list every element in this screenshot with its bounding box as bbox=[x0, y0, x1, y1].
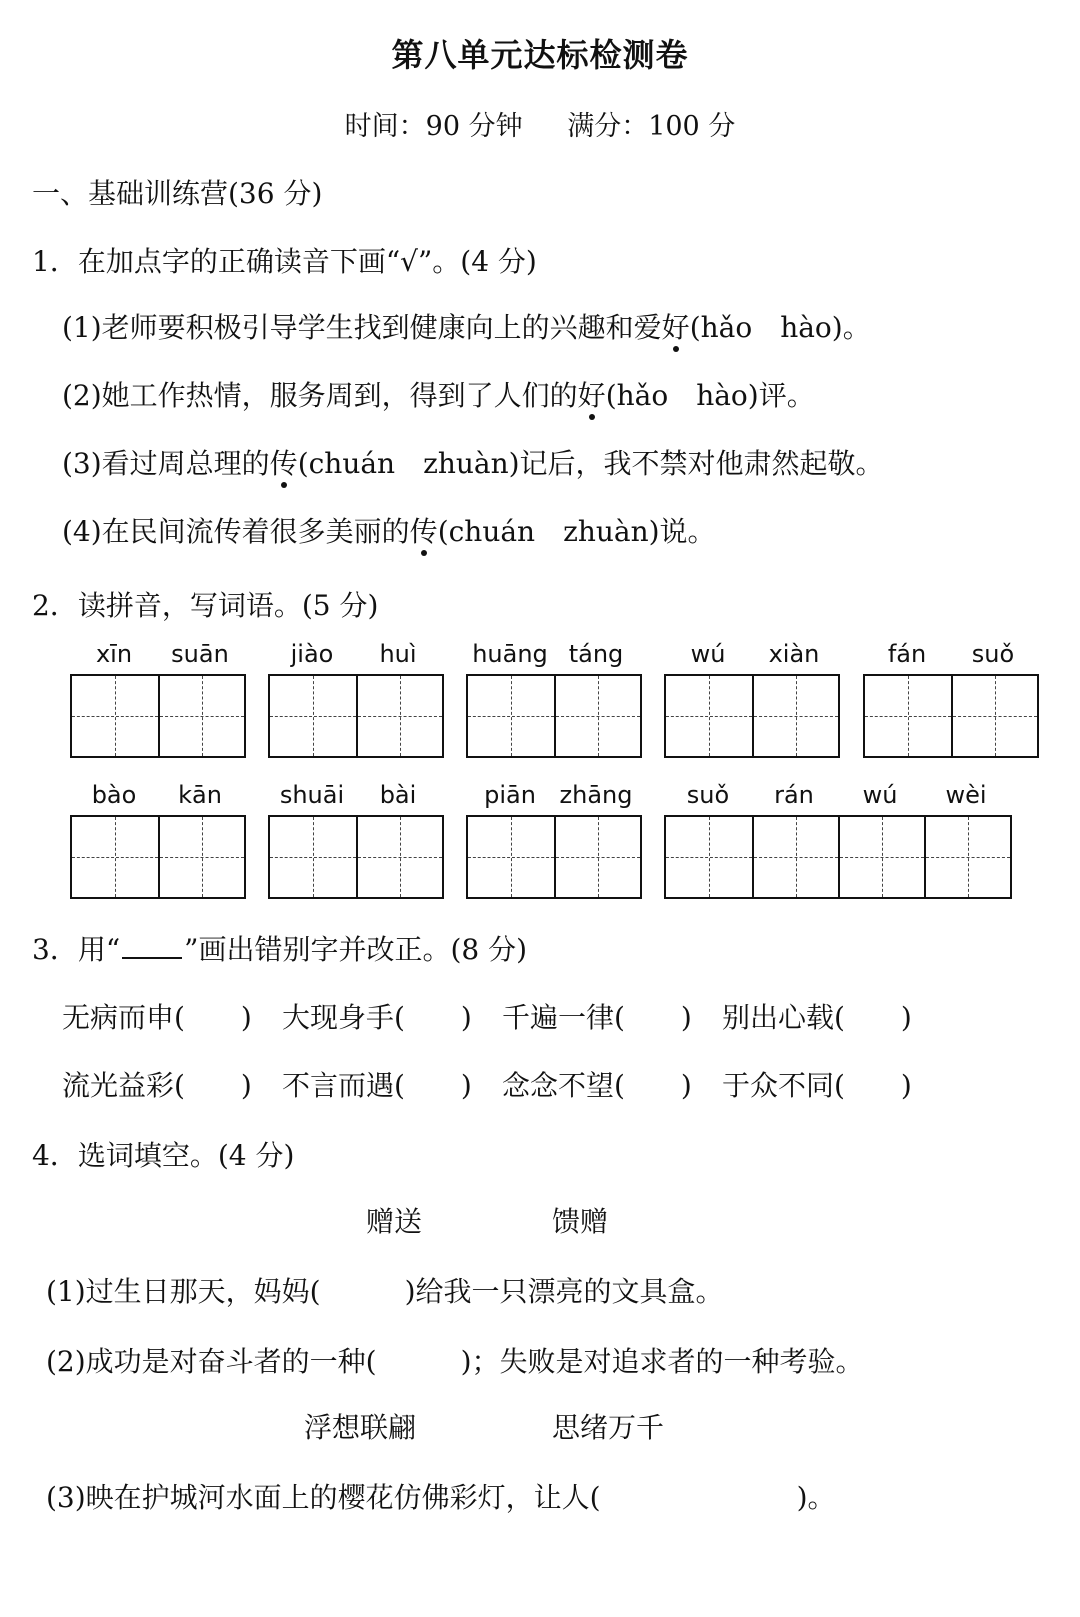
word-choice: 馈赠 bbox=[552, 1205, 609, 1238]
grid-cell[interactable] bbox=[666, 676, 752, 756]
grid-cell[interactable] bbox=[270, 817, 356, 897]
q1-item-4 bbox=[62, 510, 716, 550]
q1-item-4-post: (chuán zhuàn)说。 bbox=[437, 515, 716, 548]
grid-cell[interactable] bbox=[158, 817, 244, 897]
writing-grid-jiaohui[interactable] bbox=[268, 674, 444, 758]
pinyin: fán bbox=[887, 640, 927, 668]
page-title: 第八单元达标检测卷 bbox=[391, 36, 689, 74]
grid-cell[interactable] bbox=[72, 817, 158, 897]
pinyin: wú bbox=[862, 781, 898, 809]
pinyin: suān bbox=[171, 640, 229, 668]
q1-item-3-pre: (3)看过周总理的 bbox=[62, 447, 270, 480]
q4-item-2: (2)成功是对奋斗者的一种( )；失败是对追求者的一种考验。 bbox=[46, 1345, 864, 1378]
idiom-item: 千遍一律( ) bbox=[502, 1001, 692, 1034]
idiom-item: 流光益彩( ) bbox=[62, 1069, 252, 1102]
pinyin: kān bbox=[178, 781, 222, 809]
pinyin: wú bbox=[690, 640, 726, 668]
grid-cell[interactable] bbox=[158, 676, 244, 756]
pinyin: shuāi bbox=[279, 781, 345, 809]
pinyin: zhāng bbox=[559, 781, 633, 809]
writing-grid-shuaibai[interactable] bbox=[268, 815, 444, 899]
q2-stem: 2．读拼音，写词语。(5 分) bbox=[32, 589, 379, 622]
q1-item-3 bbox=[62, 442, 884, 482]
writing-grid-xinsuan[interactable] bbox=[70, 674, 246, 758]
writing-grid-fansuo[interactable] bbox=[863, 674, 1039, 758]
q1-stem: 1．在加点字的正确读音下画“√”。(4 分) bbox=[32, 245, 537, 278]
pinyin: rán bbox=[774, 781, 814, 809]
grid-cell[interactable] bbox=[468, 817, 554, 897]
q4-item-1: (1)过生日那天，妈妈( )给我一只漂亮的文具盒。 bbox=[46, 1275, 724, 1308]
idiom-item: 别出心载( ) bbox=[722, 1001, 912, 1034]
q3-stem bbox=[32, 928, 527, 968]
q1-item-4-pre: (4)在民间流传着很多美丽的 bbox=[62, 515, 410, 548]
pinyin: wèi bbox=[945, 781, 987, 809]
grid-cell[interactable] bbox=[72, 676, 158, 756]
idiom-item: 大现身手( ) bbox=[282, 1001, 472, 1034]
idiom-item: 无病而申( ) bbox=[62, 1001, 252, 1034]
pinyin: xīn bbox=[95, 640, 133, 668]
word-choice: 浮想联翩 bbox=[304, 1411, 417, 1444]
idiom-item: 念念不望( ) bbox=[502, 1069, 692, 1102]
writing-grid-pianzhang[interactable] bbox=[466, 815, 642, 899]
pinyin: táng bbox=[568, 640, 624, 668]
q1-item-1-post: (hǎo hào)。 bbox=[689, 311, 871, 344]
q4-stem: 4．选词填空。(4 分) bbox=[32, 1139, 295, 1172]
grid-cell[interactable] bbox=[356, 817, 442, 897]
exam-score: 满分：100 分 bbox=[567, 111, 736, 142]
pinyin: huì bbox=[379, 640, 417, 668]
grid-cell[interactable] bbox=[865, 676, 951, 756]
q4-item-3: (3)映在护城河水面上的樱花仿佛彩灯，让人( )。 bbox=[46, 1481, 836, 1514]
underline-sample bbox=[122, 957, 182, 959]
word-choice: 思绪万千 bbox=[552, 1411, 665, 1444]
grid-cell[interactable] bbox=[838, 817, 924, 897]
pinyin: piān bbox=[484, 781, 536, 809]
writing-grid-huangtang[interactable] bbox=[466, 674, 642, 758]
exam-meta bbox=[0, 104, 1080, 143]
word-choice: 赠送 bbox=[366, 1205, 423, 1238]
grid-cell[interactable] bbox=[924, 817, 1010, 897]
pinyin: bài bbox=[379, 781, 417, 809]
pinyin: jiào bbox=[290, 640, 334, 668]
pinyin: suǒ bbox=[686, 781, 730, 809]
grid-cell[interactable] bbox=[468, 676, 554, 756]
q1-item-1 bbox=[62, 306, 871, 346]
q1-item-4-dotted-char: 传 bbox=[409, 515, 438, 548]
q1-item-2-pre: (2)她工作热情，服务周到，得到了人们的 bbox=[62, 379, 578, 412]
grid-cell[interactable] bbox=[752, 817, 838, 897]
q1-item-1-pre: (1)老师要积极引导学生找到健康向上的兴趣和爱 bbox=[62, 311, 662, 344]
grid-cell[interactable] bbox=[951, 676, 1037, 756]
q3-stem-pre: 3．用“ bbox=[32, 933, 121, 966]
pinyin: huāng bbox=[472, 640, 548, 668]
grid-cell[interactable] bbox=[554, 817, 640, 897]
q1-item-2-dotted-char: 好 bbox=[577, 379, 606, 412]
q1-item-1-dotted-char: 好 bbox=[661, 311, 690, 344]
grid-cell[interactable] bbox=[270, 676, 356, 756]
grid-cell[interactable] bbox=[554, 676, 640, 756]
writing-grid-wuxian[interactable] bbox=[664, 674, 840, 758]
idiom-item: 不言而遇( ) bbox=[282, 1069, 472, 1102]
pinyin: xiàn bbox=[768, 640, 820, 668]
writing-grid-baokan[interactable] bbox=[70, 815, 246, 899]
exam-time: 时间：90 分钟 bbox=[344, 111, 523, 142]
pinyin: suǒ bbox=[971, 640, 1015, 668]
grid-cell[interactable] bbox=[666, 817, 752, 897]
idiom-item: 于众不同( ) bbox=[722, 1069, 912, 1102]
grid-cell[interactable] bbox=[752, 676, 838, 756]
writing-grid-suoranwuwei[interactable] bbox=[664, 815, 1012, 899]
q1-item-3-dotted-char: 传 bbox=[269, 447, 298, 480]
q3-stem-post: ”画出错别字并改正。(8 分) bbox=[184, 933, 528, 966]
q1-item-2-post: (hǎo hào)评。 bbox=[605, 379, 815, 412]
section-1-heading: 一、基础训练营(36 分) bbox=[32, 177, 323, 210]
pinyin: bào bbox=[91, 781, 137, 809]
q1-item-3-post: (chuán zhuàn)记后，我不禁对他肃然起敬。 bbox=[297, 447, 884, 480]
q1-item-2 bbox=[62, 374, 815, 414]
grid-cell[interactable] bbox=[356, 676, 442, 756]
